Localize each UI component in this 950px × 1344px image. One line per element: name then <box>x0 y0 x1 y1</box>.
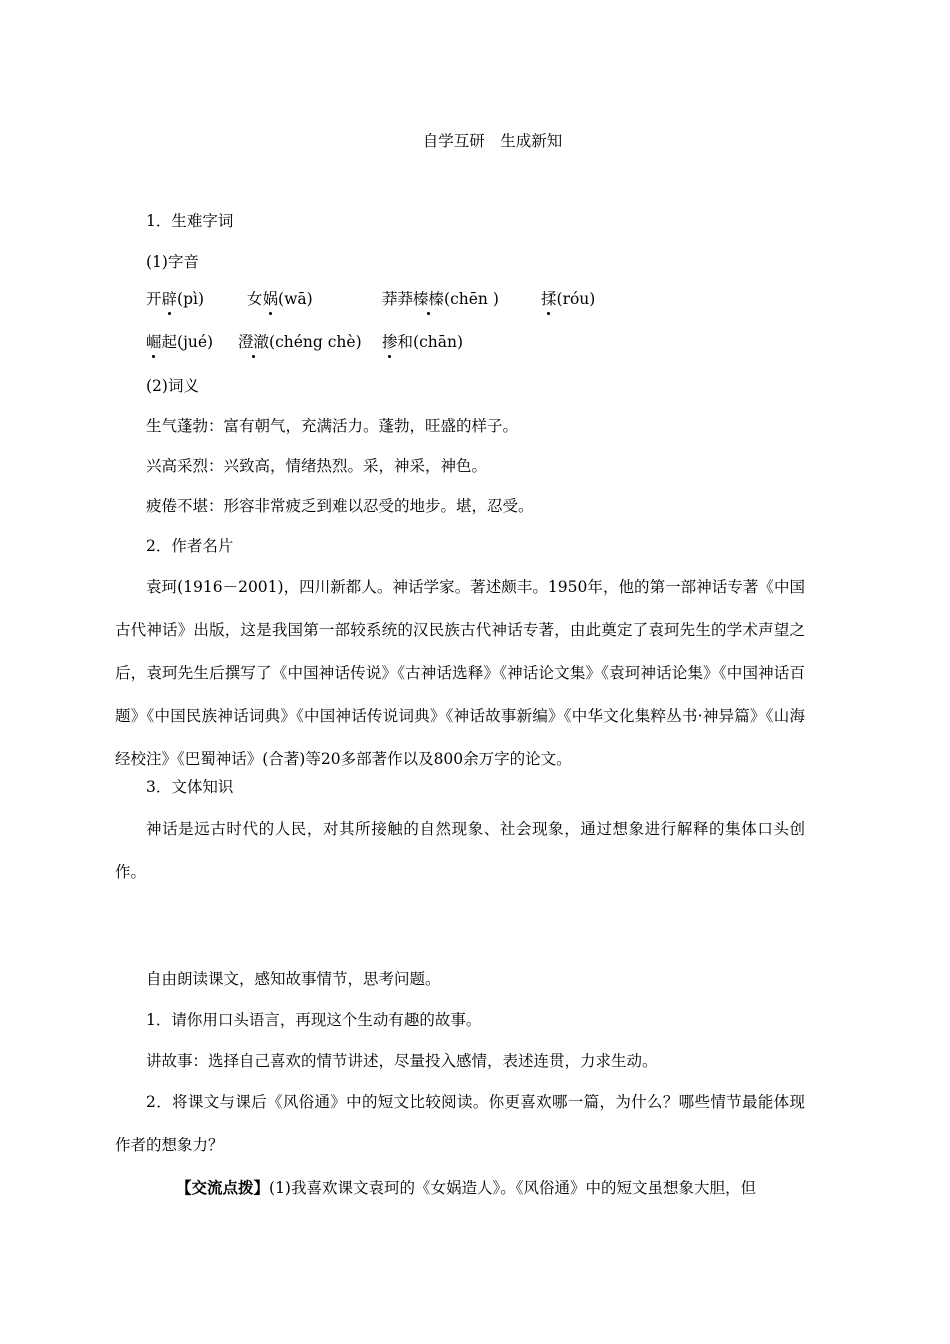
pron-item: 女娲(wā) <box>247 290 313 308</box>
meaning-item: 兴高采烈：兴致高，情绪热烈。采，神采，神色。 <box>146 457 488 475</box>
question-2: 2．将课文与课后《风俗通》中的短文比较阅读。你更喜欢哪一篇，为什么？哪些情节最能体现作者的想象力？ <box>115 1093 805 1154</box>
meaning-item: 生气蓬勃：富有朝气，充满活力。蓬勃，旺盛的样子。 <box>146 417 519 435</box>
answer-1: 讲故事：选择自己喜欢的情节讲述，尽量投入感情，表述连贯，力求生动。 <box>146 1052 658 1070</box>
pron-item: 澄澈(chéng chè) <box>238 333 362 351</box>
pron-item: 开辟(pì) <box>146 290 205 308</box>
section-heading-author: 2．作者名片 <box>146 537 234 555</box>
pron-item: 莽莽榛榛(chēn ) <box>382 290 499 308</box>
pron-item: 崛起(jué) <box>146 333 214 351</box>
section-heading-genre: 3．文体知识 <box>146 778 234 796</box>
pron-item: 掺和(chān) <box>382 333 463 351</box>
genre-paragraph: 神话是远古时代的人民，对其所接触的自然现象、社会现象，通过想象进行解释的集体口头创作。 <box>115 820 805 881</box>
section-heading-vocab: 1．生难字词 <box>146 212 234 230</box>
tip-label: 【交流点拨】 <box>176 1178 270 1197</box>
subheading-pronunciation: (1)字音 <box>146 253 199 271</box>
reading-intro: 自由朗读课文，感知故事情节，思考问题。 <box>146 970 441 988</box>
question-1: 1．请你用口头语言，再现这个生动有趣的故事。 <box>146 1011 482 1029</box>
page-title: 自学互研 生成新知 <box>422 132 563 150</box>
pron-item: 揉(róu) <box>541 290 596 308</box>
discussion-tip <box>176 1178 756 1198</box>
meaning-item: 疲倦不堪：形容非常疲乏到难以忍受的地步。堪，忍受。 <box>146 497 534 515</box>
author-paragraph: 袁珂(1916－2001)，四川新都人。神话学家。著述颇丰。1950年，他的第一部神话专著《中国古代神话》出版，这是我国第一部较系统的汉民族古代神话专著，由此奠定了袁珂先生的学术声望之后，袁珂先生后撰写了《中国神话传说》《古神话选释》《神话论文集》《袁珂神话论集》《中国神话百题》《中国民族神话词典》《中国神话传说词典》《神话故事新编》《中华文化集粹丛书·神异篇》《山海经校注》《巴蜀神话》(合著)等20多部著作以及800余万字的论文。 <box>115 578 805 768</box>
subheading-meanings: (2)词义 <box>146 377 199 395</box>
tip-text: (1)我喜欢课文袁珂的《女娲造人》。《风俗通》中的短文虽想象大胆，但 <box>269 1179 756 1197</box>
